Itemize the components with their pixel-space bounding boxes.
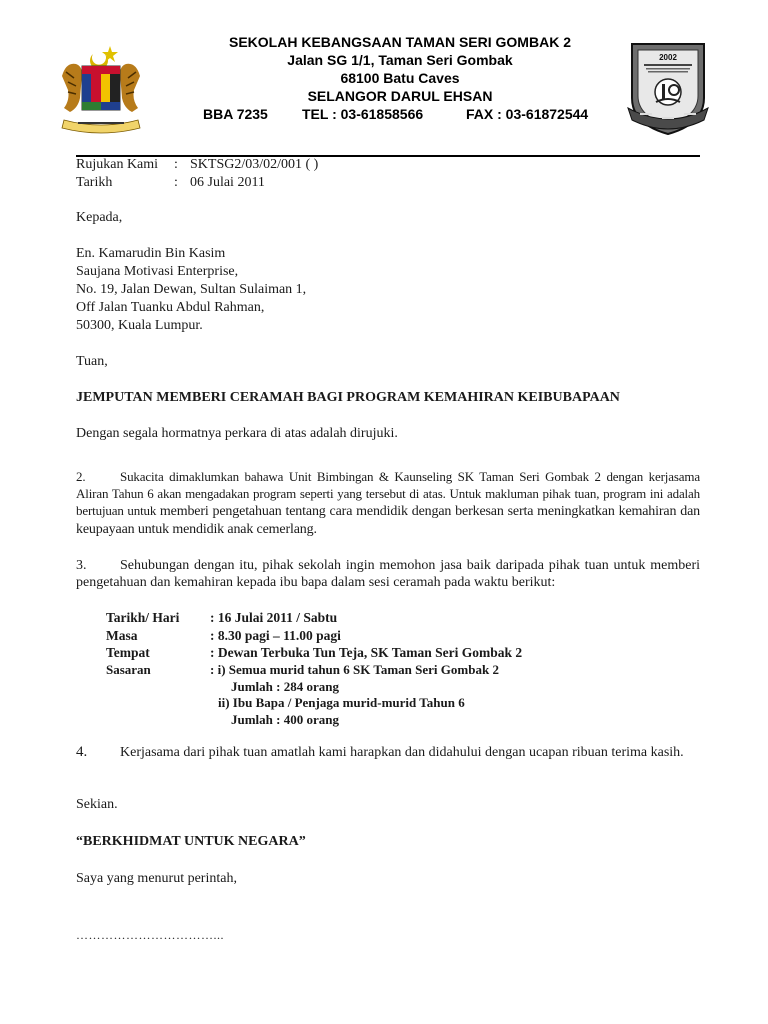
schedule-sasaran-label: Sasaran — [106, 662, 151, 677]
tarikh-value: 06 Julai 2011 — [190, 175, 265, 190]
paragraph-4-number: 4. — [76, 744, 88, 760]
school-crest-logo — [626, 40, 710, 136]
paragraph-2-rest: memberi pengetahuan tentang cara mendidik dengan berkesan serta meningkatkan kemahiran dan keupayaan untuk mendidik anak cemerlang. — [76, 504, 700, 537]
tarikh-label: Tarikh — [76, 175, 113, 190]
school-address-line1: Jalan SG 1/1, Taman Seri Gombak — [287, 52, 513, 68]
school-name: SEKOLAH KEBANGSAAN TAMAN SERI GOMBAK 2 — [229, 34, 571, 50]
recipient-line: Saujana Motivasi Enterprise, — [76, 264, 239, 279]
recipient-line: No. 19, Jalan Dewan, Sultan Sulaiman 1, — [76, 282, 307, 297]
signature-line: ……………………………... — [76, 928, 224, 942]
school-state: SELANGOR DARUL EHSAN — [307, 88, 493, 104]
schedule-masa-label: Masa — [106, 628, 138, 643]
schedule-tarikh-label: Tarikh/ Hari — [106, 610, 180, 625]
rujukan-label: Rujukan Kami — [76, 157, 159, 172]
schedule-sasaran-ii: ii) Ibu Bapa / Penjaga murid-murid Tahun 6 — [218, 695, 465, 710]
rujukan-value: SKTSG2/03/02/001 ( ) — [190, 157, 319, 172]
schedule-tempat-value: : Dewan Terbuka Tun Teja, SK Taman Seri Gombak 2 — [210, 645, 523, 660]
sekian: Sekian. — [76, 797, 118, 812]
schedule-sasaran-i: : i) Semua murid tahun 6 SK Taman Seri Gombak 2 — [210, 662, 499, 677]
letter-subject: JEMPUTAN MEMBERI CERAMAH BAGI PROGRAM KEMAHIRAN KEIBUBAPAAN — [76, 390, 620, 405]
schedule-tarikh-value: : 16 Julai 2011 / Sabtu — [210, 610, 338, 625]
paragraph-3-number: 3. — [76, 558, 87, 573]
rujukan-sep: : — [174, 157, 178, 172]
recipient-name: En. Kamarudin Bin Kasim — [76, 246, 226, 261]
paragraph-3-text: Sehubungan dengan itu, pihak sekolah ingin memohon jasa baik daripada pihak tuan untuk memberi pengetahuan dan kemahiran kepada ibu bapa dalam sesi ceramah pada waktu berikut: — [76, 558, 700, 590]
paragraph-2 — [76, 468, 700, 538]
crest-year: 2002 — [659, 53, 677, 62]
paragraph-4 — [76, 744, 700, 761]
tarikh-sep: : — [174, 175, 178, 190]
paragraph-2-lead: Sukacita dimaklumkan bahawa Unit Bimbingan & Kaunseling SK Taman Seri Gombak 2 dengan kerjasama Aliran Tahun 6 akan mengadakan program seperti yang tersebut di atas. Untuk makluman pihak tuan, program ini adalah bertujuan untuk — [76, 469, 700, 518]
salutation: Tuan, — [76, 354, 108, 369]
kepada: Kepada, — [76, 210, 123, 225]
schedule-masa-value: : 8.30 pagi – 11.00 pagi — [210, 628, 341, 643]
motto: “BERKHIDMAT UNTUK NEGARA” — [76, 834, 306, 849]
school-code: BBA 7235 — [203, 106, 268, 122]
schedule-tempat-label: Tempat — [106, 645, 150, 660]
paragraph-2-number: 2. — [76, 469, 86, 484]
closing-line: Saya yang menurut perintah, — [76, 871, 237, 886]
paragraph-1: Dengan segala hormatnya perkara di atas adalah dirujuki. — [76, 426, 398, 441]
schedule-jumlah-ii: Jumlah : 400 orang — [231, 712, 339, 727]
paragraph-4-text: Kerjasama dari pihak tuan amatlah kami harapkan dan didahului dengan ucapan ribuan terima kasih. — [120, 745, 684, 760]
school-address-line2: 68100 Batu Caves — [340, 70, 460, 86]
recipient-line: 50300, Kuala Lumpur. — [76, 318, 203, 333]
recipient-line: Off Jalan Tuanku Abdul Rahman, — [76, 300, 265, 315]
paragraph-3 — [76, 557, 700, 591]
school-tel: TEL : 03-61858566 — [302, 106, 424, 122]
header-divider — [76, 155, 700, 157]
schedule-jumlah-i: Jumlah : 284 orang — [231, 679, 339, 694]
school-fax: FAX : 03-61872544 — [466, 106, 589, 122]
coat-of-arms-logo — [58, 42, 144, 134]
